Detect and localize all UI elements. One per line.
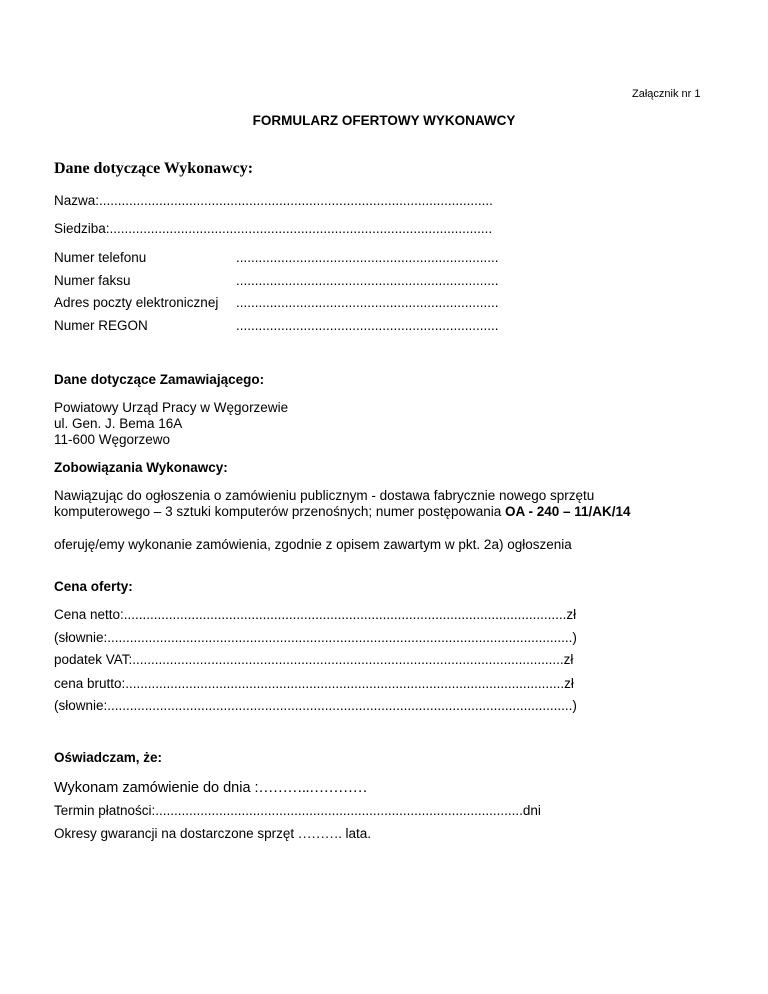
- vat-line: podatek VAT:...................................................................................................................zł: [54, 652, 574, 667]
- obligations-line-1: Nawiązując do ogłoszenia o zamówieniu publicznym - dostawa fabrycznie nowego sprzętu: [54, 488, 595, 503]
- warranty-label: Okresy gwarancji na dostarczone sprzęt: [54, 826, 298, 841]
- deadline-line: [54, 780, 367, 797]
- page-title: FORMULARZ OFERTOWY WYKONAWCY: [252, 113, 516, 128]
- contractor-heading: Dane dotyczące Wykonawcy:: [54, 160, 254, 177]
- phone-label: Numer telefonu: [54, 250, 147, 265]
- email-value: ......................................................................: [236, 295, 499, 310]
- obligations-heading: Zobowiązania Wykonawcy:: [54, 460, 228, 475]
- gross-price-words-line: (słownie:............................................................................................................................): [54, 698, 577, 713]
- offer-statement: oferuję/emy wykonanie zamówienia, zgodnie z opisem zawartym w pkt. 2a) ogłoszenia: [54, 537, 572, 552]
- orderer-address-line: Powiatowy Urząd Pracy w Węgorzewie: [54, 400, 289, 415]
- orderer-address: [54, 400, 288, 448]
- regon-value: ......................................................................: [236, 318, 499, 333]
- orderer-heading: Dane dotyczące Zamawiającego:: [54, 372, 265, 387]
- price-heading: Cena oferty:: [54, 579, 133, 594]
- deadline-label: Wykonam zamówienie do dnia :: [54, 780, 259, 796]
- contractor-seat-line: Siedziba:......................................................................................................: [54, 221, 493, 236]
- regon-label: Numer REGON: [54, 318, 148, 333]
- net-price-words-line: (słownie:............................................................................................................................): [54, 630, 577, 645]
- fax-label: Numer faksu: [54, 273, 131, 288]
- procedure-number: OA - 240 – 11/AK/14: [505, 504, 631, 519]
- contractor-name-line: Nazwa:.........................................................................................................: [54, 193, 493, 208]
- orderer-address-line: ul. Gen. J. Bema 16A: [54, 416, 183, 431]
- email-label: Adres poczty elektronicznej: [54, 295, 219, 310]
- deadline-dots: ………..…………: [258, 780, 368, 796]
- obligations-line-2-text: komputerowego – 3 sztuki komputerów przenośnych; numer postępowania: [54, 504, 505, 519]
- warranty-dots: ……….: [297, 826, 342, 841]
- net-price-line: Cena netto:......................................................................................................................zł: [54, 607, 577, 622]
- fax-value: ......................................................................: [236, 273, 499, 288]
- orderer-address-line: 11-600 Węgorzewo: [54, 432, 171, 447]
- phone-value: ......................................................................: [236, 250, 499, 265]
- obligations-line-2: [54, 504, 631, 520]
- declaration-heading: Oświadczam, że:: [54, 750, 163, 765]
- obligations-text: [54, 488, 631, 520]
- gross-price-line: cena brutto:.....................................................................................................................zł: [54, 676, 574, 691]
- payment-term-line: Termin płatności:..................................................................................................dni: [54, 803, 541, 818]
- warranty-unit: lata.: [341, 826, 372, 841]
- warranty-line: [54, 826, 371, 842]
- attachment-label: Załącznik nr 1: [632, 88, 701, 100]
